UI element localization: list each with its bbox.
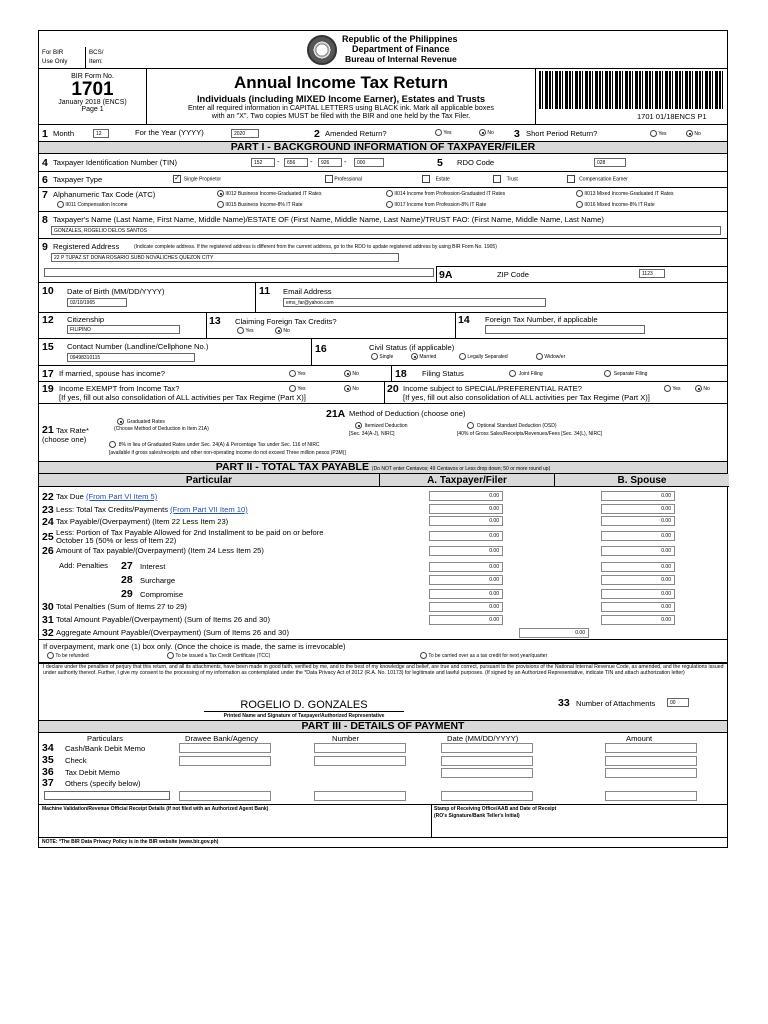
item-35-number-field[interactable] [314, 756, 406, 766]
atc-ii016[interactable]: II016 Mixed Income-8% IT Rate [576, 201, 655, 208]
atc-ii014[interactable]: II014 Income from Profession-Graduated IT Rates [386, 190, 505, 197]
item-36-label: Tax Debit Memo [65, 768, 120, 777]
exempt-no[interactable]: No [344, 385, 359, 392]
signature-label: Printed Name and Signature of Taxpayer/Authorized Representative [223, 713, 385, 719]
attachments-label: Number of Attachments [576, 699, 656, 708]
item-37-specify-field[interactable] [44, 791, 170, 800]
tin-field-3[interactable]: 926 [318, 158, 342, 167]
item-label: Item: [89, 58, 103, 65]
part7-item10-link[interactable]: (From Part VII Item 10) [170, 505, 248, 514]
republic-text: Republic of the Philippines [342, 34, 458, 44]
radio-selected-icon [217, 190, 224, 197]
item-35-bank[interactable] [179, 756, 271, 766]
item-30-number: 30 [42, 601, 54, 613]
item-36-date[interactable] [441, 768, 533, 778]
item-31-number: 31 [42, 614, 54, 626]
item-29-spouse[interactable]: 0.00 [601, 589, 675, 599]
bcs-label: BCS/ [89, 49, 104, 56]
item-26-label: Amount of Tax payable/(Overpayment) (Item 24 Less Item 25) [56, 546, 264, 555]
item-14-number: 14 [458, 314, 470, 326]
spouse-income-no[interactable]: No [344, 370, 359, 377]
radio-icon [386, 201, 393, 208]
item-25-taxpayer[interactable]: 0.00 [429, 531, 503, 541]
barcode-image [539, 71, 725, 109]
instruction-2: with an "X". Two copies MUST be filed with the BIR and one held by the Tax Filer. [211, 111, 471, 120]
foreign-tin-field[interactable] [485, 325, 645, 334]
item-9-number: 9 [42, 241, 48, 253]
civil-legally-separated[interactable]: Legally Separated [459, 353, 508, 360]
item-22-number: 22 [42, 491, 54, 503]
item-26-taxpayer[interactable]: 0.00 [429, 546, 503, 556]
taxpayer-type-label: Taxpayer Type [53, 175, 103, 184]
radio-icon [604, 370, 611, 377]
short-no[interactable]: No [686, 130, 701, 137]
dob-field[interactable]: 02/10/1965 [67, 298, 127, 307]
form-no: 1701 [71, 79, 114, 100]
short-yes[interactable]: Yes [650, 130, 666, 137]
item-17-number: 17 [42, 368, 54, 380]
radio-icon [420, 652, 427, 659]
amended-label: Amended Return? [325, 129, 387, 138]
checkbox-icon [493, 175, 501, 183]
item-31-label: Total Amount Payable/(Overpayment) (Sum of Items 26 and 30) [56, 615, 270, 624]
civil-single[interactable]: Single [371, 353, 393, 360]
item-37-amount[interactable] [605, 791, 697, 801]
radio-icon [47, 652, 54, 659]
item-34-date[interactable] [441, 743, 533, 753]
col-particulars: Particulars [87, 734, 123, 743]
method-osd[interactable]: Optional Standard Deduction (OSD) [467, 422, 557, 429]
attachments-field[interactable]: 00 [667, 698, 689, 707]
year-label: For the Year (YYYY) [135, 128, 204, 137]
exempt-yes[interactable]: Yes [289, 385, 305, 392]
radio-icon [57, 201, 64, 208]
stamp-label-1: Stamp of Receiving Office/AAB and Date of Receipt [434, 806, 557, 812]
bureau-text: Bureau of Internal Revenue [345, 54, 457, 64]
item-23-taxpayer[interactable]: 0.00 [429, 504, 503, 514]
filing-joint[interactable]: Joint Filing [509, 370, 543, 377]
item-34-amount[interactable] [605, 743, 697, 753]
item-36-number: 36 [42, 766, 54, 778]
bir-form-1701: For BIR Use Only BCS/ Item: Republic of the Philippines Department of Finance Bureau of Internal Revenue BIR Form No. 1701 January 2018 (ENCS) Page 1 Annual Income Tax Return Individuals (including MIXED Income Earner), Estates and Trusts Enter all required information in CAPITAL LETTERS using BLACK ink. Mark all applicable boxes with an "X". Two copies MUST be filed with the BIR and one held by the Tax Filer. 1701 01/18ENCS P1 1 Month 12 For the Year (YYYY) 2020 2 Amended Return? Yes No 3 Short Period Return? Yes No PART I - BACKGROUND INFORMATION OF TAXPAYER/FILER 4 Taxpayer Identification Number (TIN) 152 - 656 - 926 - 000 5 RDO Code 028 6 Taxpayer Type ✓ Single Proprietor Professional Estate Trust Compensation Earner 7 Alphanumeric Tax Code (ATC) II012 Business Income-Graduated IT Rates II014 Income from Profession-Graduated IT Rates II013 Mixed Income-Graduated IT Rates II011 Compensation Income II015 Business Income-8% IT Rate II017 Income from Profession-8% IT Rate II016 Mixed Income-8% IT Rate 8 Taxpayer's Name (Last Name, First Name, Middle Name)/ESTATE OF (First Name, Middle Name, Last Name)/TRUST FAO: (First Name, Middle Name, Last Name) GONZALES, ROGELIO DELOS SANTOS 9 Registered Address (Indicate complete address. If the registered address is different from the current address, go to the RDO to update registered address by using BIR Form No. 1905) 22 P TUPAZ ST DONA ROSARIO SUBD NOVALICHES QUEZON CITY 9A ZIP Code 1123 10 Date of Birth (MM/DD/YYYY) 02/10/1965 11 Email Address ems_far@yahoo.com 12 Citizenship FILIPINO 13 Claiming Foreign Tax Credits? Yes No 14 Foreign Tax Number, if applicable 15 Contact Number (Landline/Cellphone No.) 09498310115 16 Civil Status (if applicable) Single Married Legally Separated Widow/er 17 If married, spouse has income? Yes No 18 Filing Status Joint Filing Separate Filing 19 Income EXEMPT from Income Tax? Yes No [If yes, fill out also consolidation of ALL activities per Tax Regime (Part X)] 20 Income subject to SPECIAL/PREFERENTIAL RATE? Yes No [If yes, fill out also consolidation of ALL activities per Tax Regime (Part X)] 21 Tax Rate* (choose one) Graduated Rates (Choose Method of Deduction in Item 21A) 21A Method of Deduction (choose one) Itemized Deduction [Sec. 34(A-J), NIRC] Optional Standard Deduction (OSD) [40% of Gross Sales/Receipts/Revenues/Fees [Sec. 34(L), NIRC] 8% in lieu of Graduated Rates under Sec. 24(A) & Percentage Tax under Sec. 116 of NIRC [available if gross sales/receipts and other non-operating income do not exceed Three million pesos (P3M)] PART II - TOTAL TAX PAYABLE (Do NOT enter Centavos; 49 Centavos or Less drop down; 50 or more round up) Particular A. Taxpayer/Filer B. Spouse 22 Tax Due (From Part VI Item 5) 0.00 0.00 23 Less: Total Tax Credits/Payments (From Part VII Item 10) 0.00 0.00 24 Tax Payable/(Overpayment) (Item 22 Less Item 23) 0.00 0.00 25 Less: Portion of Tax Payable Allowed for 2nd Installment to be paid on or before October 15 (50% or less of Item 22) 0.00 0.00 26 Amount of Tax payable/(Overpayment) (Item 24 Less Item 25) 0.00 0.00 Add: Penalties 27 Interest 0.00 0.00 28 Surcharge 0.00 0.00 29 Compromise 0.00 0.00 30 Total Penalties (Sum of Items 27 to 29) 0.00 0.00 31 Total Amount Payable/(Overpayment) (Sum of Items 26 and 30) 0.00 0.00 32 Aggregate Amount Payable/(Overpayment) (Sum of Items 26 and 30) 0.00 If overpayment, mark one (1) box only. (Once the choice is made, the same is irrevocable) To be refunded To be issued a Tax Credit Certificate (TCC) To be carried over as a tax credit for next year/quarter I declare under the penalties of perjury that this return, and all its attachments, have been made in good faith, verified by me, and to the best of my knowledge and belief, are true and correct, pursuant to the provisions of the National Internal Revenue Code, as amended, and the regulations issued under authority thereof. Further, I give my consent to the processing of my information as contemplated under the *Data Privacy Act of 2012 (R.A. No. 10173) for legitimate and lawful purposes. (If signed by an Authorized Representative, indicate TIN and attach authorization letter) ROGELIO D. GONZALES Printed Name and Signature of Taxpayer/Authorized Representative 33 Number of Attachments 00 PART III - DETAILS OF PAYMENT Particulars Drawee Bank/Agency Number Date (MM/DD/YYYY) Amount 34 Cash/Bank Debit Memo 35 Check 36 Tax Debit Memo 37 Others (specify below) Machine Validation/Revenue Official Receipt Details (If not filed with an Authorized Agent Bank) Stamp of Receiving Office/AAB and Date of Receipt (RO's Signature/Bank Teller's Initial) NOTE: *The BIR Data Privacy Policy is in the BIR website (www.bir.gov.ph) [38, 30, 728, 848]
item-26-number: 26 [42, 545, 54, 557]
item-26-spouse[interactable]: 0.00 [601, 546, 675, 556]
item-28-number: 28 [121, 574, 133, 586]
radio-icon [459, 353, 466, 360]
item-22-label: Tax Due (From Part VI Item 5) [56, 492, 158, 501]
item-28-taxpayer[interactable]: 0.00 [429, 575, 503, 585]
item-20-number: 20 [387, 383, 399, 395]
contact-field[interactable]: 09498310115 [67, 353, 195, 362]
checkbox-icon [422, 175, 430, 183]
item-3-number: 3 [514, 128, 520, 140]
radio-icon [237, 327, 244, 334]
radio-icon [109, 441, 116, 448]
item-16-number: 16 [315, 343, 327, 355]
item-32-aggregate[interactable]: 0.00 [519, 628, 589, 638]
civil-widower[interactable]: Widow/er [536, 353, 565, 360]
zip-field[interactable]: 1123 [639, 269, 665, 278]
eight-percent-note: [available if gross sales/receipts and other non-operating income do not exceed Three million pesos (P3M)] [109, 450, 346, 456]
bir-seal-icon [307, 35, 337, 65]
item-8-number: 8 [42, 214, 48, 226]
item-19-number: 19 [42, 383, 54, 395]
item-7-number: 7 [42, 189, 48, 201]
radio-icon [467, 422, 474, 429]
type-trust[interactable]: Trust [493, 175, 518, 183]
privacy-note: NOTE: *The BIR Data Privacy Policy is in the BIR website (www.bir.gov.ph) [42, 839, 219, 845]
year-field[interactable]: 2020 [231, 129, 259, 138]
item-30-label: Total Penalties (Sum of Items 27 to 29) [56, 602, 187, 611]
type-professional[interactable]: Professional [325, 175, 362, 183]
radio-selected-icon [686, 130, 693, 137]
contact-label: Contact Number (Landline/Cellphone No.) [67, 342, 209, 351]
exempt-note: [If yes, fill out also consolidation of ALL activities per Tax Regime (Part X)] [59, 393, 306, 402]
item-11-number: 11 [259, 285, 271, 297]
month-field[interactable]: 12 [93, 129, 109, 138]
email-field[interactable]: ems_far@yahoo.com [283, 298, 546, 307]
zip-label: ZIP Code [497, 270, 529, 279]
radio-icon [576, 190, 583, 197]
item-29-label: Compromise [140, 590, 184, 599]
item-4-number: 4 [42, 157, 48, 169]
radio-icon [435, 129, 442, 136]
col-taxpayer: A. Taxpayer/Filer [379, 474, 554, 487]
item-30-spouse[interactable]: 0.00 [601, 602, 675, 612]
col-particular: Particular [39, 474, 379, 487]
item-24-number: 24 [42, 516, 54, 528]
item-23-label: Less: Total Tax Credits/Payments (From Part VII Item 10) [56, 505, 248, 514]
amended-no[interactable]: No [479, 129, 494, 136]
email-label: Email Address [283, 287, 332, 296]
item-15-number: 15 [42, 341, 54, 353]
item-21-number: 21 [42, 424, 54, 436]
atc-ii012[interactable]: II012 Business Income-Graduated IT Rates [217, 190, 321, 197]
part2-header: PART II - TOTAL TAX PAYABLE (Do NOT enter Centavos; 49 Centavos or Less drop down; 50 or more round up) [39, 461, 727, 474]
radio-icon [289, 385, 296, 392]
item-35-label: Check [65, 756, 87, 765]
item-37-number: 37 [42, 777, 54, 789]
item-34-bank[interactable] [179, 743, 271, 753]
itemized-note: [Sec. 34(A-J), NIRC] [349, 431, 395, 437]
col-amount: Amount [626, 734, 653, 743]
signer-name[interactable]: ROGELIO D. GONZALES [204, 699, 404, 712]
item-29-number: 29 [121, 588, 133, 600]
item-37-date[interactable] [441, 791, 533, 801]
item-37-bank[interactable] [179, 791, 271, 801]
for-bir-label: For BIR [42, 49, 64, 56]
item-32-number: 32 [42, 627, 54, 639]
item-34-label: Cash/Bank Debit Memo [65, 744, 146, 753]
taxpayer-name-field[interactable]: GONZALES, ROGELIO DELOS SANTOS [51, 226, 721, 235]
type-estate[interactable]: Estate [422, 175, 450, 183]
item-22-spouse[interactable]: 0.00 [601, 491, 675, 501]
tin-field-2[interactable]: 656 [284, 158, 308, 167]
spouse-income-yes[interactable]: Yes [289, 370, 305, 377]
item-22-taxpayer[interactable]: 0.00 [429, 491, 503, 501]
item-28-label: Surcharge [140, 576, 176, 585]
form-subtitle: Individuals (including MIXED Income Earner), Estates and Trusts [196, 93, 486, 104]
part2-note: (Do NOT enter Centavos; 49 Centavos or Less drop down; 50 or more round up) [371, 466, 551, 472]
radio-selected-icon [411, 353, 418, 360]
item-36-amount[interactable] [605, 768, 697, 778]
form-number-box [39, 68, 147, 124]
radio-icon [536, 353, 543, 360]
address-label: Registered Address [53, 242, 120, 251]
atc-ii013[interactable]: II013 Mixed Income-Graduated IT Rates [576, 190, 674, 197]
graduated-note: (Choose Method of Deduction in Item 21A) [114, 426, 209, 432]
amended-yes[interactable]: Yes [435, 129, 451, 136]
special-rate-label: Income subject to SPECIAL/PREFERENTIAL RATE? [403, 384, 582, 393]
item-31-spouse[interactable]: 0.00 [601, 615, 675, 625]
item-2-number: 2 [314, 128, 320, 140]
form-title: Annual Income Tax Return [233, 73, 449, 92]
foreign-tin-label: Foreign Tax Number, if applicable [485, 315, 598, 324]
instruction-1: Enter all required information in CAPITAL LETTERS using BLACK ink. Mark all applicable boxes [187, 103, 494, 112]
radio-icon [664, 385, 671, 392]
item-27-number: 27 [121, 560, 133, 572]
part1-header: PART I - BACKGROUND INFORMATION OF TAXPAYER/FILER [39, 141, 727, 154]
radio-selected-icon [275, 327, 282, 334]
use-only-label: Use Only [42, 58, 68, 65]
col-number: Number [332, 734, 360, 743]
part6-item5-link[interactable]: (From Part VI Item 5) [85, 492, 158, 501]
item-6-number: 6 [42, 174, 48, 186]
foreign-credit-yes[interactable]: Yes [237, 327, 253, 334]
month-label: Month [53, 129, 75, 138]
col-spouse: B. Spouse [554, 474, 729, 487]
method-label: Method of Deduction (choose one) [349, 409, 466, 418]
special-note: [If yes, fill out also consolidation of ALL activities per Tax Regime (Part X)] [403, 393, 650, 402]
address-note: (Indicate complete address. If the registered address is different from the current address, go to the RDO to update registered address by using BIR Form No. 1905) [134, 244, 497, 250]
atc-ii011[interactable]: II011 Compensation Income [57, 201, 128, 208]
item-31-taxpayer[interactable]: 0.00 [429, 615, 503, 625]
dept-text: Department of Finance [352, 44, 450, 54]
name-label: Taxpayer's Name (Last Name, First Name, Middle Name)/ESTATE OF (First Name, Middle Name, Last Name)/TRUST FAO: (First Name, Middle Name, Last Name) [53, 215, 604, 224]
radio-icon [650, 130, 657, 137]
item-27-taxpayer[interactable]: 0.00 [429, 562, 503, 572]
item-12-number: 12 [42, 314, 54, 326]
declaration-text: I declare under the penalties of perjury that this return, and all its attachments, have been made in good faith, verified by me, and to the best of my knowledge and belief, are true and correct, pursuant to the provisions of the National Internal Revenue Code, as amended, and the regulations issued under authority thereof. Further, I give my consent to the processing of my information as contemplated under the *Data Privacy Act of 2012 (R.A. No. 10173) for legitimate and lawful purposes. (If signed by an Authorized Representative, indicate TIN and attach authorization letter) [43, 664, 724, 677]
radio-selected-icon [695, 385, 702, 392]
col-drawee-bank: Drawee Bank/Agency [185, 734, 259, 743]
item-9a-number: 9A [439, 269, 453, 281]
col-date: Date (MM/DD/YYYY) [447, 734, 519, 743]
item-34-number-field[interactable] [314, 743, 406, 753]
rdo-field[interactable]: 028 [594, 158, 626, 167]
item-23-spouse[interactable]: 0.00 [601, 504, 675, 514]
choose-one-label: (choose one) [42, 435, 87, 444]
osd-note: [40% of Gross Sales/Receipts/Revenues/Fees [Sec. 34(L), NIRC] [457, 431, 603, 437]
item-25-number: 25 [42, 531, 54, 543]
radio-selected-icon [344, 385, 351, 392]
method-itemized[interactable]: Itemized Deduction [355, 422, 408, 429]
rdo-label: RDO Code [457, 158, 495, 167]
part3-header: PART III - DETAILS OF PAYMENT [39, 720, 727, 733]
item-33-number: 33 [558, 697, 570, 709]
spouse-income-label: If married, spouse has income? [59, 369, 165, 378]
atc-label: Alphanumeric Tax Code (ATC) [53, 190, 156, 199]
radio-selected-icon [355, 422, 362, 429]
checkbox-icon [567, 175, 575, 183]
tin-label: Taxpayer Identification Number (TIN) [53, 158, 178, 167]
radio-icon [386, 190, 393, 197]
rate-eight-percent[interactable]: 8% in lieu of Graduated Rates under Sec. 24(A) & Percentage Tax under Sec. 116 of NIRC [109, 441, 320, 448]
item-30-taxpayer[interactable]: 0.00 [429, 602, 503, 612]
overpay-refund[interactable]: To be refunded [47, 652, 89, 659]
filing-status-label: Filing Status [422, 369, 464, 378]
tin-field-4[interactable]: 000 [354, 158, 384, 167]
special-no[interactable]: No [695, 385, 710, 392]
citizenship-field[interactable]: FILIPINO [67, 325, 180, 334]
tin-field-1[interactable]: 152 [251, 158, 275, 167]
item-37-label: Others (specify below) [65, 779, 141, 788]
radio-icon [217, 201, 224, 208]
item-18-number: 18 [395, 368, 407, 380]
foreign-credit-label: Claiming Foreign Tax Credits? [235, 317, 337, 326]
item-28-spouse[interactable]: 0.00 [601, 575, 675, 585]
item-10-number: 10 [42, 285, 54, 297]
item-5-number: 5 [437, 157, 443, 169]
barcode-code: 1701 01/18ENCS P1 [637, 112, 707, 121]
item-35-date[interactable] [441, 756, 533, 766]
item-32-label: Aggregate Amount Payable/(Overpayment) (Sum of Items 26 and 30) [56, 628, 289, 637]
item-27-spouse[interactable]: 0.00 [601, 562, 675, 572]
radio-icon [576, 201, 583, 208]
title-box [147, 68, 535, 124]
rate-graduated[interactable]: Graduated Rates [117, 418, 165, 425]
item-27-label: Interest [140, 562, 166, 571]
overpay-tcc[interactable]: To be issued a Tax Credit Certificate (TCC) [167, 652, 270, 659]
overpayment-label: If overpayment, mark one (1) box only. (Once the choice is made, the same is irrevocable) [43, 642, 346, 651]
item-24-label: Tax Payable/(Overpayment) (Item 22 Less Item 23) [56, 517, 229, 526]
form-no-label: BIR Form No. [71, 73, 114, 80]
item-21a-number: 21A [326, 408, 346, 420]
stamp-label-2: (RO's Signature/Bank Teller's Initial) [434, 813, 520, 819]
exempt-label: Income EXEMPT from Income Tax? [59, 384, 180, 393]
item-23-number: 23 [42, 504, 54, 516]
item-24-taxpayer[interactable]: 0.00 [429, 516, 503, 526]
form-date: January 2018 (ENCS) [58, 99, 127, 106]
item-35-number: 35 [42, 754, 54, 766]
radio-selected-icon [117, 418, 124, 425]
radio-icon [371, 353, 378, 360]
radio-icon [289, 370, 296, 377]
short-period-label: Short Period Return? [526, 129, 598, 138]
civil-status-label: Civil Status (if applicable) [369, 343, 455, 352]
dob-label: Date of Birth (MM/DD/YYYY) [67, 287, 165, 296]
item-25-label: Less: Portion of Tax Payable Allowed for 2nd Installment to be paid on or before [56, 528, 324, 537]
item-1-number: 1 [42, 128, 48, 140]
radio-icon [167, 652, 174, 659]
item-25-label-2: October 15 (50% or less of Item 22) [56, 536, 177, 545]
item-37-number-field[interactable] [314, 791, 406, 801]
civil-married[interactable]: Married [411, 353, 436, 360]
tax-rate-label: Tax Rate* [56, 426, 89, 435]
radio-icon [509, 370, 516, 377]
item-29-taxpayer[interactable]: 0.00 [429, 589, 503, 599]
atc-ii017[interactable]: II017 Income from Profession-8% IT Rate [386, 201, 486, 208]
address-field-2[interactable] [44, 268, 434, 277]
radio-selected-icon [344, 370, 351, 377]
checkbox-checked-icon: ✓ [174, 175, 180, 182]
machine-validation-label: Machine Validation/Revenue Official Receipt Details (If not filed with an Authorized Agent Bank) [42, 806, 269, 812]
radio-selected-icon [479, 129, 486, 136]
page-number: Page 1 [81, 106, 104, 113]
address-field-1[interactable]: 22 P TUPAZ ST DONA ROSARIO SUBD NOVALICHES QUEZON CITY [51, 253, 399, 262]
item-13-number: 13 [209, 315, 221, 327]
overpay-carry[interactable]: To be carried over as a tax credit for next year/quarter [420, 652, 547, 659]
add-penalties-label: Add: Penalties [59, 561, 108, 570]
filing-separate[interactable]: Separate Filing [604, 370, 647, 377]
checkbox-icon [325, 175, 333, 183]
foreign-credit-no[interactable]: No [275, 327, 290, 334]
item-34-number: 34 [42, 742, 54, 754]
item-35-amount[interactable] [605, 756, 697, 766]
item-24-spouse[interactable]: 0.00 [601, 516, 675, 526]
citizenship-label: Citizenship [67, 315, 105, 324]
item-25-spouse[interactable]: 0.00 [601, 531, 675, 541]
special-yes[interactable]: Yes [664, 385, 680, 392]
type-single-proprietor[interactable]: ✓ Single Proprietor [174, 175, 222, 183]
atc-ii015[interactable]: II015 Business Income-8% IT Rate [217, 201, 303, 208]
type-compensation-earner[interactable]: Compensation Earner [567, 175, 628, 183]
